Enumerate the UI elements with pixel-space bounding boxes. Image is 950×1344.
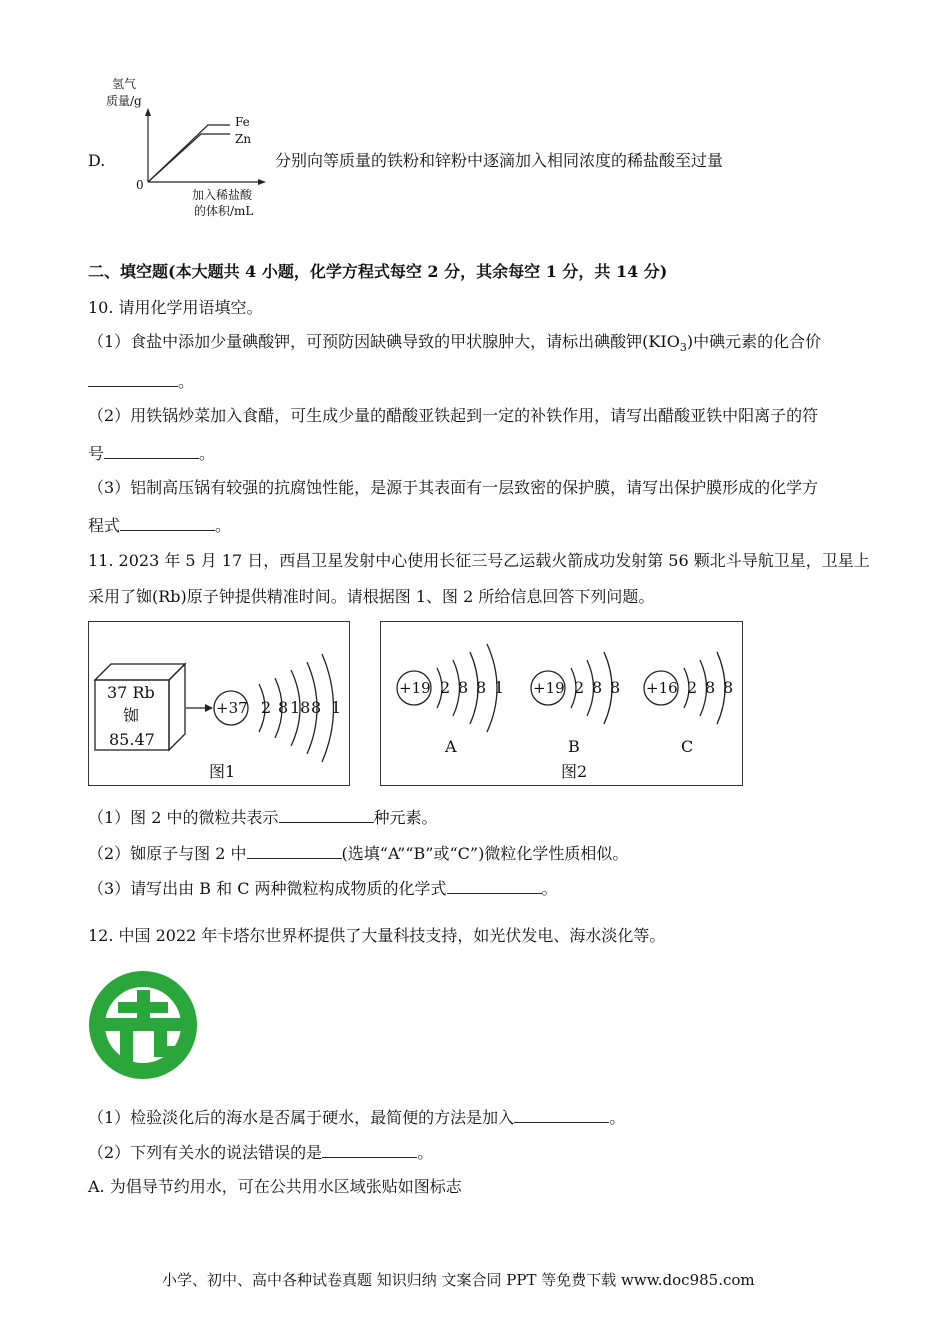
graph-ylabel-2: 质量/g	[106, 94, 142, 108]
particle-a-label: A	[445, 737, 457, 756]
answer-blank[interactable]	[88, 370, 178, 387]
rb-shell-3: 18	[290, 698, 311, 717]
rb-shell-2: 8	[278, 698, 289, 717]
q12-stem: 12. 中国 2022 年卡塔尔世界杯提供了大量科技支持，如光伏发电、海水淡化等。	[88, 926, 666, 945]
q11-part3-post: 。	[541, 879, 558, 898]
q10-part1-text: （1）食盐中添加少量碘酸钾，可预防因缺碘导致的甲状腺肿大，请标出碘酸钾(KIO	[88, 332, 680, 351]
figure-2	[380, 621, 743, 786]
q11-part1-pre: （1）图 2 中的微粒共表示	[88, 808, 279, 827]
footer-text: 小学、初中、高中各种试卷真题 知识归纳 文案合同 PPT 等免费下载 www.doc985.com	[162, 1271, 755, 1289]
zn-line	[148, 134, 230, 182]
graph-ylabel-1: 氢气	[112, 77, 137, 91]
y-axis-arrow	[145, 108, 151, 116]
q11-part1-post: 种元素。	[373, 808, 438, 827]
particle-c-shell-2: 8	[705, 678, 716, 697]
q11-stem-1: 11. 2023 年 5 月 17 日，西昌卫星发射中心使用长征三号乙运载火箭成功发射第 56 颗北斗导航卫星，卫星上	[88, 551, 870, 570]
rb-shell-4: 8	[311, 698, 322, 717]
particle-b-shell-2: 8	[592, 678, 603, 697]
q11-part2	[88, 842, 628, 864]
q12-part2-pre: （2）下列有关水的说法错误的是	[88, 1143, 323, 1162]
graph-d	[100, 70, 270, 220]
q10-part2-end: 。	[199, 444, 216, 463]
q12-part1-post: 。	[609, 1108, 626, 1127]
water-saving-logo-svg	[88, 970, 198, 1080]
answer-blank[interactable]	[279, 806, 374, 823]
option-d-text: 分别向等质量的铁粉和锌粉中逐滴加入相同浓度的稀盐酸至过量	[275, 151, 724, 170]
q10-part1-tail: )中碘元素的化合价	[686, 332, 822, 351]
particle-b-nucleus: +19	[533, 679, 565, 697]
answer-blank[interactable]	[322, 1141, 417, 1158]
answer-blank[interactable]	[120, 514, 215, 531]
figure-1	[88, 621, 350, 786]
q10-part1-sub: 3	[679, 341, 687, 355]
answer-blank[interactable]	[514, 1106, 609, 1123]
q11-part2-pre: （2）铷原子与图 2 中	[88, 844, 247, 863]
q10-part2: （2）用铁锅炒菜加入食醋，可生成少量的醋酸亚铁起到一定的补铁作用，请写出醋酸亚铁中阳离子的符	[88, 406, 819, 425]
rb-number-symbol: 37 Rb	[107, 683, 155, 702]
q11-part1	[88, 806, 438, 828]
q11-part3	[88, 877, 558, 899]
graph-series-fe: Fe	[235, 115, 250, 129]
particle-c-label: C	[681, 737, 694, 756]
x-axis-arrow	[258, 179, 266, 185]
q12-part2-post: 。	[417, 1143, 434, 1162]
answer-blank[interactable]	[247, 842, 342, 859]
q10-part1-end: 。	[178, 372, 195, 391]
rb-nucleus: +37	[216, 699, 248, 717]
rb-shell-5: 1	[331, 698, 342, 717]
rb-name: 铷	[123, 706, 140, 725]
graph-xlabel-1: 加入稀盐酸	[192, 188, 253, 202]
q10-part1	[88, 332, 821, 358]
q10-part1-answer	[88, 370, 194, 392]
water-saving-logo	[88, 970, 198, 1080]
q10-part3-line2: 程式	[88, 516, 121, 535]
figure-2-svg	[381, 622, 742, 785]
section-heading: 二、填空题(本大题共 4 小题，化学方程式每空 2 分，其余每空 1 分，共 14 分)	[88, 262, 668, 281]
q11-part3-pre: （3）请写出由 B 和 C 两种微粒构成物质的化学式	[88, 879, 447, 898]
particle-b-shell-1: 2	[574, 678, 585, 697]
q12-part2	[88, 1141, 433, 1163]
particle-a-shell-1: 2	[440, 678, 451, 697]
graph-xlabel-2: 的体积/mL	[194, 204, 254, 218]
rb-mass: 85.47	[109, 730, 155, 749]
graph-origin: 0	[136, 178, 144, 192]
figure-2-caption: 图2	[561, 762, 588, 781]
q11-part2-post: (选填“A”“B”或“C”)微粒化学性质相似。	[341, 844, 629, 863]
q10-part3: （3）铝制高压锅有较强的抗腐蚀性能，是源于其表面有一层致密的保护膜，请写出保护膜形成的化学方	[88, 478, 819, 497]
particle-c-nucleus: +16	[646, 679, 678, 697]
particle-a-nucleus: +19	[399, 679, 431, 697]
q10-part2-answer	[88, 442, 215, 464]
answer-blank[interactable]	[104, 442, 199, 459]
q10-part3-answer	[88, 514, 231, 536]
q12-part1	[88, 1106, 625, 1128]
rb-shell-1: 2	[261, 698, 272, 717]
q11-stem-2: 采用了铷(Rb)原子钟提供精准时间。请根据图 1、图 2 所给信息回答下列问题。	[88, 587, 655, 606]
particle-a-shell-4: 1	[494, 678, 505, 697]
particle-c-shell-1: 2	[687, 678, 698, 697]
option-d-label: D.	[88, 151, 106, 170]
figure-1-caption: 图1	[209, 762, 236, 781]
particle-c-shell-3: 8	[723, 678, 734, 697]
particle-a-shell-2: 8	[458, 678, 469, 697]
q12-part1-pre: （1）检验淡化后的海水是否属于硬水，最简便的方法是加入	[88, 1108, 515, 1127]
particle-b-label: B	[568, 737, 580, 756]
q12-option-a: A. 为倡导节约用水，可在公共用水区域张贴如图标志	[88, 1177, 462, 1196]
q10-part2-line2: 号	[88, 444, 105, 463]
q10-part3-end: 。	[215, 516, 232, 535]
particle-b-shell-3: 8	[610, 678, 621, 697]
graph-series-zn: Zn	[235, 132, 252, 146]
q10-stem: 10. 请用化学用语填空。	[88, 298, 263, 317]
answer-blank[interactable]	[447, 877, 542, 894]
particle-a-shell-3: 8	[476, 678, 487, 697]
